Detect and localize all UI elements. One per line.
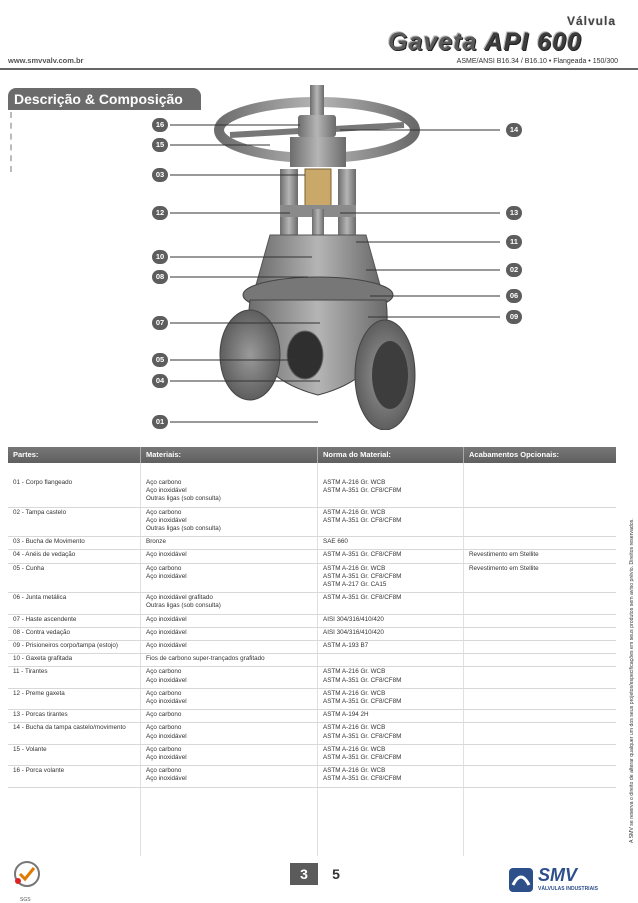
norm-cell: ASTM A-194 2H	[323, 711, 369, 719]
materials-cell: Aço carbono Aço inoxidável	[146, 668, 187, 684]
norm-cell: ASTM A-216 Gr. WCB ASTM A-351 Gr. CF8/CF8M	[323, 767, 402, 783]
norm-cell: SAE 660	[323, 538, 348, 546]
smv-brand: SMV	[538, 865, 578, 885]
part-cell: 01 - Corpo flangeado	[13, 479, 73, 486]
part-cell: 14 - Bucha da tampa castelo/movimento	[13, 724, 126, 732]
materials-cell: Aço inoxidável	[146, 642, 187, 649]
table-row	[8, 709, 616, 723]
table-row	[8, 688, 616, 710]
callout-07: 07	[152, 316, 168, 330]
callout-01: 01	[152, 415, 168, 429]
product-title-type: Gaveta	[388, 28, 478, 56]
table-row	[8, 666, 616, 688]
part-cell: 04 - Anéis de vedação	[13, 551, 76, 559]
norm-cell: ASTM A-216 Gr. WCB ASTM A-351 Gr. CF8/CF8M	[323, 508, 402, 524]
header-parts: Partes:	[13, 450, 39, 459]
website-url[interactable]: www.smvvalv.com.br	[8, 56, 84, 65]
smv-emblem-icon	[508, 867, 534, 893]
header-divider	[0, 68, 638, 70]
section-title-text: Descrição & Composição	[14, 91, 183, 107]
callout-15: 15	[152, 138, 168, 152]
table-row	[8, 653, 616, 667]
norm-cell: ASTM A-216 Gr. WCB ASTM A-351 Gr. CF8/CF8M	[323, 668, 402, 684]
part-cell: 12 - Preme gaxeta	[13, 689, 65, 697]
finish-cell: Revestimento em Stellite	[469, 564, 539, 572]
smv-brand-sub: VÁLVULAS INDUSTRIAIS	[538, 886, 598, 892]
smv-logo	[508, 865, 618, 895]
decorative-bracket	[10, 112, 20, 172]
callout-06: 06	[506, 289, 522, 303]
norm-cell: ASTM A-216 Gr. WCB ASTM A-351 Gr. CF8/CF8M	[323, 724, 402, 740]
materials-cell: Aço inoxidável	[146, 628, 187, 636]
materials-cell: Aço carbono Aço inoxidável	[146, 689, 187, 705]
callout-10: 10	[152, 250, 168, 264]
norm-cell: ASTM A-216 Gr. WCB ASTM A-351 Gr. CF8/CF8M	[323, 689, 402, 705]
page-right-number: 5	[332, 866, 340, 882]
norm-cell: ASTM A-193 B7	[323, 642, 369, 649]
materials-cell: Fios de carbono super-trançados grafitado	[146, 655, 265, 663]
callout-11: 11	[506, 235, 522, 249]
part-cell: 07 - Haste ascendente	[13, 615, 77, 623]
part-cell: 05 - Cunha	[13, 564, 45, 572]
part-cell: 02 - Tampa castelo	[13, 508, 67, 516]
materials-cell: Aço carbono	[146, 711, 182, 719]
norm-cell: ASTM A-216 Gr. WCB ASTM A-351 Gr. CF8/CF8M	[323, 479, 402, 495]
table-row	[8, 722, 616, 744]
rights-note-text: A SMV se reserva o direito de alterar qualquer um dos seus projetos/especificações em seus produtos sem aviso prévio. Direitos reservados.	[629, 518, 635, 843]
callout-04: 04	[152, 374, 168, 388]
materials-cell: Bronze	[146, 538, 166, 546]
callout-08: 08	[152, 270, 168, 284]
part-cell: 03 - Bucha de Movimento	[13, 538, 85, 546]
materials-cell: Aço carbono Aço inoxidável	[146, 724, 187, 740]
composition-table	[8, 447, 616, 783]
page-footer	[0, 855, 638, 903]
product-category: Válvula	[566, 14, 616, 28]
table-row	[8, 627, 616, 641]
standards-line: ASME/ANSI B16.34 / B16.10 • Flangeada • 150/300	[456, 58, 618, 65]
part-cell: 06 - Junta metálica	[13, 594, 67, 602]
header-materials: Materiais:	[146, 450, 182, 459]
norm-cell: ASTM A-216 Gr. WCB ASTM A-351 Gr. CF8/CF8M	[323, 745, 402, 761]
part-cell: 08 - Contra vedação	[13, 628, 71, 636]
norm-cell: ASTM A-351 Gr. CF8/CF8M	[323, 594, 402, 602]
materials-cell: Aço inoxidável grafitado Outras ligas (sob consulta)	[146, 594, 221, 610]
table-header	[8, 447, 616, 463]
product-title	[388, 28, 582, 57]
gate-valve-illustration	[140, 85, 540, 430]
part-cell: 10 - Gaxeta grafitada	[13, 655, 73, 663]
rights-note	[622, 450, 636, 850]
materials-cell: Aço carbono Aço inoxidável	[146, 564, 187, 580]
table-row	[8, 640, 616, 654]
materials-cell: Aço carbono Aço inoxidável Outras ligas (sob consulta)	[146, 508, 221, 532]
callout-02: 02	[506, 263, 522, 277]
table-row	[8, 536, 616, 550]
sgs-label: SGS	[20, 897, 31, 903]
norm-cell: ASTM A-216 Gr. WCB ASTM A-351 Gr. CF8/CF8M ASTM A-217 Gr. CA15	[323, 564, 402, 588]
norm-cell: ASTM A-351 Gr. CF8/CF8M	[323, 551, 402, 559]
callout-13: 13	[506, 206, 522, 220]
part-cell: 09 - Prisioneiros corpo/tampa (estojo)	[13, 642, 118, 649]
table-row	[8, 744, 616, 766]
callout-09: 09	[506, 310, 522, 324]
callout-05: 05	[152, 353, 168, 367]
materials-cell: Aço inoxidável	[146, 615, 187, 623]
table-row	[8, 765, 616, 787]
part-cell: 13 - Porcas tirantes	[13, 711, 68, 719]
table-row	[8, 592, 616, 614]
part-cell: 15 - Volante	[13, 745, 47, 753]
callout-03: 03	[152, 168, 168, 182]
materials-cell: Aço inoxidável	[146, 551, 187, 559]
table-row	[8, 507, 616, 538]
table-row	[8, 614, 616, 628]
callout-14: 14	[506, 123, 522, 137]
callout-16: 16	[152, 118, 168, 132]
page-left-number: 3	[290, 863, 318, 885]
sgs-certification-logo	[10, 859, 44, 897]
table-row	[8, 549, 616, 563]
table-row	[8, 563, 616, 594]
page-header	[0, 0, 638, 72]
product-title-model: API 600	[484, 28, 582, 56]
finish-cell: Revestimento em Stellite	[469, 551, 539, 559]
part-cell: 11 - Tirantes	[13, 668, 48, 676]
callout-12: 12	[152, 206, 168, 220]
header-norm: Norma do Material:	[323, 450, 391, 459]
materials-cell: Aço carbono Aço inoxidável	[146, 767, 187, 783]
page-numbers	[290, 863, 350, 885]
norm-cell: AISI 304/316/410/420	[323, 615, 384, 623]
materials-cell: Aço carbono Aço inoxidável	[146, 745, 187, 761]
materials-cell: Aço carbono Aço inoxidável Outras ligas (sob consulta)	[146, 479, 221, 503]
part-cell: 16 - Porca volante	[13, 767, 65, 775]
norm-cell: AISI 304/316/410/420	[323, 628, 384, 636]
header-finish: Acabamentos Opcionais:	[469, 450, 560, 459]
table-row	[8, 477, 616, 508]
